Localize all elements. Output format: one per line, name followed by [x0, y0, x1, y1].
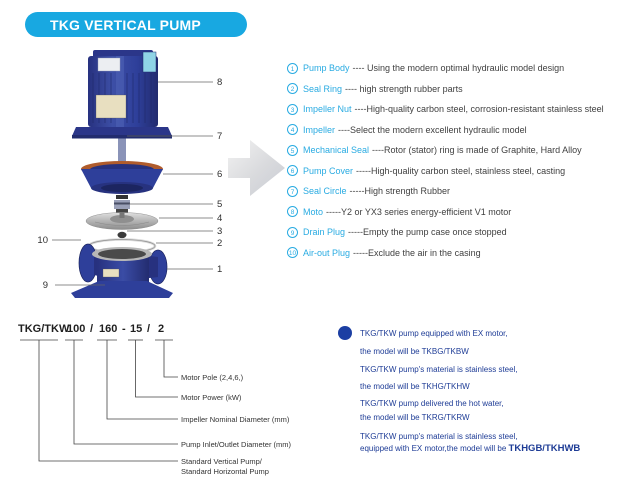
model-sep3: /: [147, 323, 151, 335]
mechanical-seal-illustration: [114, 195, 130, 214]
list-item: [287, 99, 613, 120]
note-line: TKG/TKW pump delivered the hot water,: [360, 399, 504, 408]
note-line: the model will be TKRG/TKRW: [360, 413, 470, 422]
part-desc: ----High-quality carbon steel, corrosion-resistant stainless steel: [354, 104, 604, 115]
label-motor-power: Motor Power (kW): [181, 393, 242, 402]
circled-number-icon: 4: [287, 124, 298, 135]
part-desc: ---- high strength rubber parts: [345, 83, 463, 94]
note-line-prefix: equipped with EX motor,the model will be: [360, 444, 509, 453]
part-name: Pump Cover: [303, 165, 354, 176]
list-item: [287, 243, 613, 264]
label-series-line2: Standard Horizontal Pump: [181, 467, 269, 476]
part-desc: ----Rotor (stator) ring is made of Graphite, Hard Alloy: [372, 145, 582, 156]
callout-5: 5: [217, 199, 223, 210]
part-desc: ----Select the modern excellent hydraulic model: [338, 124, 527, 135]
note-line: TKG/TKW pump's material is stainless steel,: [360, 365, 518, 374]
part-name: Mechanical Seal: [303, 145, 370, 156]
circled-number-icon: 6: [287, 165, 298, 176]
part-desc: -----Empty the pump case once stopped: [348, 227, 507, 238]
pump-body-illustration: [71, 244, 173, 298]
list-item: [287, 202, 613, 223]
part-name: Air-out Plug: [303, 247, 351, 258]
model-impeller-dia: 160: [99, 323, 118, 335]
model-sep2: -: [122, 323, 126, 335]
part-desc: ---- Using the modern optimal hydraulic model design: [352, 63, 565, 74]
label-motor-pole: Motor Pole (2,4,6,): [181, 373, 244, 382]
impeller-illustration: [86, 212, 158, 230]
note-line: TKG/TKW pump equipped with EX motor,: [360, 329, 508, 338]
list-item: [287, 140, 613, 161]
parts-description-list: [287, 58, 613, 263]
note-bold-model: TKHGB/TKHWB: [508, 443, 581, 454]
note-line: TKG/TKW pump's material is stainless steel,: [360, 432, 518, 441]
motor-nameplate: [96, 95, 126, 118]
model-series: TKG/TKW: [18, 323, 70, 335]
part-name: Moto: [303, 206, 324, 217]
circled-number-icon: 2: [287, 83, 298, 94]
model-variant-notes: [332, 322, 614, 462]
part-name: Drain Plug: [303, 227, 346, 238]
motor-illustration: [72, 50, 172, 139]
model-pole: 2: [158, 323, 165, 335]
part-name: Impeller Nut: [303, 104, 352, 115]
transition-arrow-icon: [224, 133, 290, 203]
circled-number-icon: 1: [287, 63, 298, 74]
part-name: Seal Ring: [303, 83, 343, 94]
list-item: [287, 222, 613, 243]
part-desc: -----Y2 or YX3 series energy-efficient V1 motor: [326, 206, 512, 217]
note-line: the model will be TKBG/TKBW: [360, 347, 469, 356]
callout-8: 8: [217, 77, 223, 88]
note-line: the model will be TKHG/TKHW: [360, 382, 470, 391]
model-code-tokens: [18, 323, 164, 335]
model-sep1: /: [90, 323, 94, 335]
motor-sticker: [143, 52, 156, 72]
page-title-banner: [25, 12, 247, 37]
model-inlet: 100: [67, 323, 86, 335]
part-name: Pump Body: [303, 63, 350, 74]
list-item: [287, 181, 613, 202]
model-code-lines: [20, 340, 178, 461]
circled-number-icon: 9: [287, 227, 298, 238]
callout-3: 3: [217, 226, 223, 237]
circled-number-icon: 3: [287, 104, 298, 115]
callout-2: 2: [217, 238, 223, 249]
list-item: [287, 58, 613, 79]
part-name: Impeller: [303, 124, 336, 135]
label-impeller-dia: Impeller Nominal Diameter (mm): [181, 415, 290, 424]
model-power: 15: [130, 323, 143, 335]
circled-number-icon: 8: [287, 206, 298, 217]
bullet-circle-icon: [338, 326, 352, 340]
model-code-labels: [181, 373, 292, 476]
pump-cover-illustration: [81, 161, 163, 194]
circled-number-icon: 5: [287, 145, 298, 156]
circled-number-icon: 10: [287, 247, 298, 258]
part-desc: -----Exclude the air in the casing: [353, 247, 481, 258]
callout-10: 10: [37, 235, 48, 246]
callout-6: 6: [217, 169, 223, 180]
pump-nameplate: [103, 269, 119, 277]
part-desc: -----High-quality carbon steel, stainless steel, casting: [356, 165, 566, 176]
list-item: [287, 161, 613, 182]
part-desc: -----High strength Rubber: [349, 186, 451, 197]
callout-7: 7: [217, 131, 223, 142]
model-code-diagram: [15, 318, 315, 488]
circled-number-icon: 7: [287, 186, 298, 197]
callout-1: 1: [217, 264, 223, 275]
impeller-nut-illustration: [118, 232, 127, 238]
callout-4: 4: [217, 213, 223, 224]
label-series-line1: Standard Vertical Pump/: [181, 457, 262, 466]
part-name: Seal Circle: [303, 186, 347, 197]
callout-9: 9: [42, 280, 48, 291]
list-item: [287, 79, 613, 100]
page-title: TKG VERTICAL PUMP: [50, 16, 201, 33]
label-inlet-dia: Pump Inlet/Outlet Diameter (mm): [181, 440, 292, 449]
motor-top-label: [98, 58, 120, 71]
note-line: [360, 443, 580, 454]
list-item: [287, 120, 613, 141]
